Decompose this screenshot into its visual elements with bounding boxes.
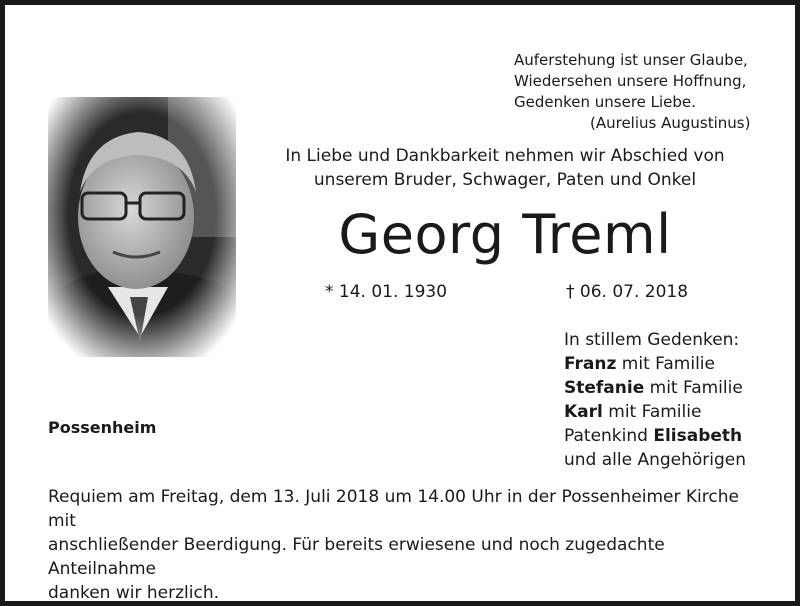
mourners-heading: In stillem Gedenken:	[564, 330, 740, 350]
intro-text	[250, 144, 760, 192]
requiem-line: Requiem am Freitag, dem 13. Juli 2018 um 14.00 Uhr in der Possenheimer Kirche mit	[48, 487, 739, 531]
mourners-closing: und alle Angehörigen	[564, 450, 747, 470]
mourner-suffix: mit Familie	[616, 354, 715, 374]
deceased-name: Georg Treml	[338, 203, 672, 266]
quote-line: Gedenken unsere Liebe.	[514, 93, 696, 111]
quote-line: Wiedersehen unsere Hoffnung,	[514, 72, 747, 90]
quote-author: (Aurelius Augustinus)	[590, 114, 751, 132]
mourners-list	[564, 328, 746, 472]
mourner-name: Stefanie	[564, 378, 645, 398]
patenkind-name: Elisabeth	[653, 426, 743, 446]
mourner-name: Karl	[564, 402, 603, 422]
mourner-entry	[564, 400, 746, 424]
quote-line: Auferstehung ist unser Glaube,	[514, 51, 748, 69]
portrait-photo	[48, 97, 236, 357]
intro-line: unserem Bruder, Schwager, Paten und Onkel	[313, 170, 697, 190]
birth-date: * 14. 01. 1930	[325, 282, 448, 302]
mourner-suffix: mit Familie	[602, 402, 702, 422]
patenkind-prefix: Patenkind	[564, 426, 654, 446]
requiem-text	[48, 485, 768, 605]
death-date: † 06. 07. 2018	[566, 282, 689, 302]
mourner-suffix: mit Familie	[644, 378, 743, 398]
requiem-line: danken wir herzlich.	[48, 583, 219, 603]
mourner-name: Franz	[564, 354, 617, 374]
mourner-entry	[564, 376, 746, 400]
mourner-entry	[564, 352, 746, 376]
place-name: Possenheim	[48, 418, 157, 437]
mourner-entry	[564, 424, 746, 448]
requiem-line: anschließender Beerdigung. Für bereits erwiesene und noch zugedachte Anteilnahme	[48, 535, 665, 579]
intro-line: In Liebe und Dankbarkeit nehmen wir Abschied von	[285, 146, 725, 166]
memorial-quote	[514, 50, 750, 134]
